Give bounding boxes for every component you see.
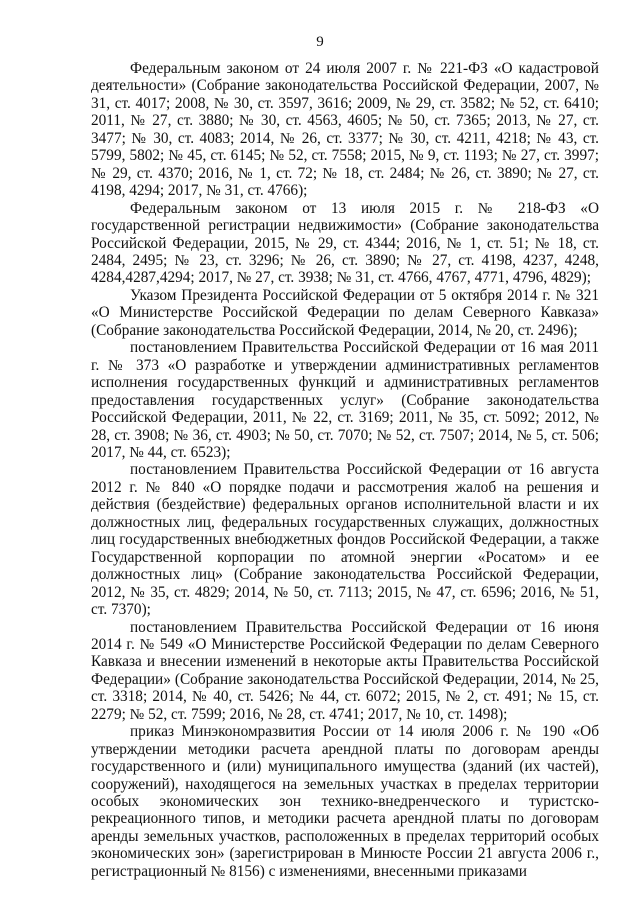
paragraph-presidential-decree-321: Указом Президента Российской Федерации от 5 октября 2014 г. № 321 «О Министерстве Российской Федерации по делам Северного Кавказа» (Собрание законодательства Российской Федерации, 2014, № 20, ст. 2496); [91,286,599,339]
paragraph-government-resolution-373: постановлением Правительства Российской Федерации от 16 мая 2011 г. № 373 «О разработке и утверждении административных регламентов исполнения государственных функций и административных регламентов предоставления государственных услуг» (Собрание законодательства Российской Федерации, 2011, № 22, ст. 3169; 2011, № 35, ст. 5092; 2012, № 28, ст. 3908; № 36, ст. 4903; № 50, ст. 7070; № 52, ст. 7507; 2014, № 5, ст. 506; 2017, № 44, ст. 6523); [91,339,599,461]
paragraph-government-resolution-549: постановлением Правительства Российской Федерации от 16 июня 2014 г. № 549 «О Министерстве Российской Федерации по делам Северного Кавказа и внесении изменений в некоторые акты Правительства Российской Федерации» (Собрание законодательства Российской Федерации, 2014, № 25, ст. 3318; 2014, № 40, ст. 5426; № 44, ст. 6072; 2015, № 2, ст. 491; № 15, ст. 2279; № 52, ст. 7599; 2016, № 28, ст. 4741; 2017, № 10, ст. 1498); [91,618,599,723]
page-number: 9 [316,34,324,50]
paragraph-federal-law-218: Федеральным законом от 13 июля 2015 г. № 218-ФЗ «О государственной регистрации недвижимости» (Собрание законодательства Российской Федерации, 2015, № 29, ст. 4344; 2016, № 1, ст. 51; № 18, ст. 2484, 2495; № 23, ст. 3296; № 26, ст. 3890; № 27, ст. 4198, 4237, 4248, 4284,4287,4294; 2017, № 27, ст. 3938; № 31, ст. 4766, 4767, 4771, 4796, 4829); [91,199,599,287]
paragraph-ministry-order-190: приказ Минэкономразвития России от 14 июля 2006 г. № 190 «Об утверждении методики расчета арендной платы по договорам аренды государственного и (или) муниципального имущества (зданий (их частей), сооружений), находящегося на земельных участках в пределах территории особых экономических зон технико-внедренческого и туристско-рекреационного типов, и методики расчета арендной платы по договорам аренды земельных участков, расположенных в пределах территорий особых экономических зон» (зарегистрирован в Минюсте России 21 августа 2006 г., регистрационный № 8156) с изменениями, внесенными приказами [91,723,599,880]
paragraph-federal-law-221: Федеральным законом от 24 июля 2007 г. № 221-ФЗ «О кадастровой деятельности» (Собрание законодательства Российской Федерации, 2007, № 31, ст. 4017; 2008, № 30, ст. 3597, 3616; 2009, № 29, ст. 3582; № 52, ст. 6410; 2011, № 27, ст. 3880; № 30, ст. 4563, 4605; № 50, ст. 7365; 2013, № 27, ст. 3477; № 30, ст. 4083; 2014, № 26, ст. 3377; № 30, ст. 4211, 4218; № 43, ст. 5799, 5802; № 45, ст. 6145; № 52, ст. 7558; 2015, № 9, ст. 1193; № 27, ст. 3997; № 29, ст. 4370; 2016, № 1, ст. 72; № 18, ст. 2484; № 26, ст. 3890; № 27, ст. 4198, 4294; 2017, № 31, ст. 4766); [91,60,599,200]
document-body [91,60,599,880]
paragraph-government-resolution-840: постановлением Правительства Российской Федерации от 16 августа 2012 г. № 840 «О порядке подачи и рассмотрения жалоб на решения и действия (бездействие) федеральных органов исполнительной власти и их должностных лиц, федеральных государственных служащих, должностных лиц государственных внебюджетных фондов Российской Федерации, а также Государственной корпорации по атомной энергии «Росатом» и ее должностных лиц» (Собрание законодательства Российской Федерации, 2012, № 35, ст. 4829; 2014, № 50, ст. 7113; 2015, № 47, ст. 6596; 2016, № 51, ст. 7370); [91,461,599,619]
